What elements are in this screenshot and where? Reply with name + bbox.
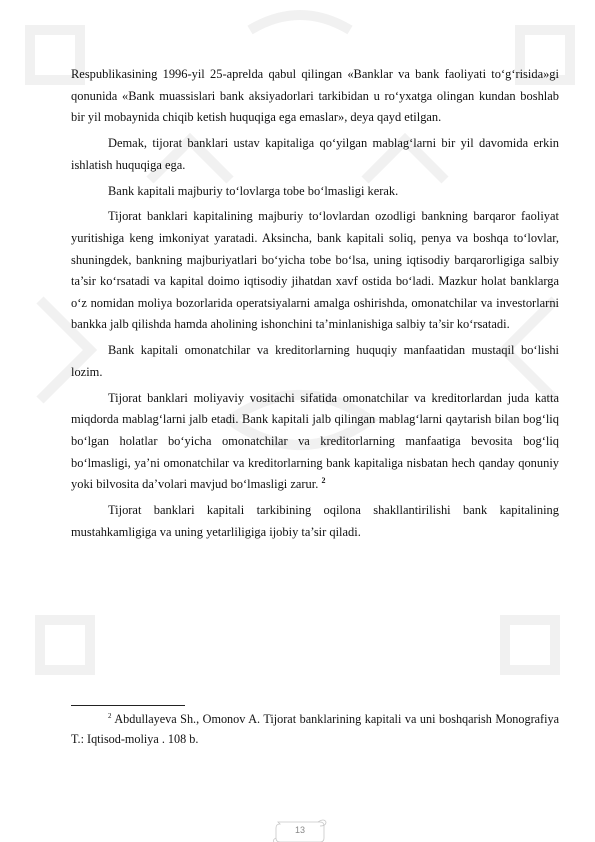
footnote-divider (71, 705, 185, 706)
paragraph-1: Respublikasining 1996-yil 25-aprelda qabul qilingan «Banklar va bank faoliyati to‘g‘risida»gi qonunida «Bank muassislari bank aksiyadorlari tarkibidan u ro‘yxatga olingan kundan boshlab bir yil mobaynida chiqib ketish huquqiga ega emaslar», deya qayd etilgan. (71, 67, 559, 125)
paragraph-4: Tijorat banklari kapitalining majburiy to‘lovlardan ozodligi bankning barqaror faoliyat yuritishiga keng imkoniyat yaratadi. Aksincha, bank kapitali soliq, penya va boshqa to‘lovlar, shuningdek, bankning majburiyatlari bo‘yicha tobe bo‘lsa, uning iqtisodiy barqarorligiga salbiy ta’sir ko‘rsatadi va kapital doimo iqtisodiy jihatdan xavf ostida bo‘ladi. Mazkur holat banklarga o‘z nomidan moliya bozorlarida operatsiyalarni amalga oshirishda, omonatchilar va investorlarni bankka jalb qilishda hamda aholining ishonchini ta’minlanishiga salbiy ta’sir ko‘rsatadi. (71, 209, 559, 332)
paragraph-3: Bank kapitali majburiy to‘lovlarga tobe bo‘lmasligi kerak. (108, 183, 399, 198)
paragraph-6-text: Tijorat banklari moliyaviy vositachi sifatida omonatchilar va kreditorlardan juda katta miqdorda mablag‘larni jalb etadi. Bank kapitali jalb qilingan mablag‘larni qaytarish bilan bog‘liq bo‘lgan holatlar bo‘yicha omonatchilar va kreditorlarning manfaatiga bevosita bog‘liq bo‘lmasligi, ya’ni omonatchilar va kreditorlarning bank kapitaliga nisbatan hech qanday qonuniy yoki bilvosita da’volari mavjud bo‘lmasligi zarur. (71, 390, 559, 492)
page-number: 13 (294, 825, 305, 835)
footnote (71, 709, 559, 749)
footnote-text: Abdullayeva Sh., Omonov A. Tijorat banklarining kapitali va uni boshqarish Monografiya T.: Iqtisod-moliya . 108 b. (71, 712, 559, 746)
body-text (71, 64, 559, 548)
paragraph-2: Demak, tijorat banklari ustav kapitaliga qo‘yilgan mablag‘larni bir yil davomida erkin ishlatish huquqiga ega. (71, 136, 559, 172)
paragraph-6 (71, 388, 559, 496)
paragraph-7: Tijorat banklari kapitali tarkibining oqilona shakllantirilishi bank kapitalining mustahkamligiga va uning yetarliligiga ijobiy ta’sir qiladi. (71, 503, 559, 539)
footnote-marker: 2 (108, 711, 112, 720)
footnote-reference[interactable]: 2 (321, 476, 326, 486)
paragraph-5: Bank kapitali omonatchilar va kreditorlarning huquqiy manfaatidan mustaqil bo‘lishi lozim. (71, 343, 559, 379)
